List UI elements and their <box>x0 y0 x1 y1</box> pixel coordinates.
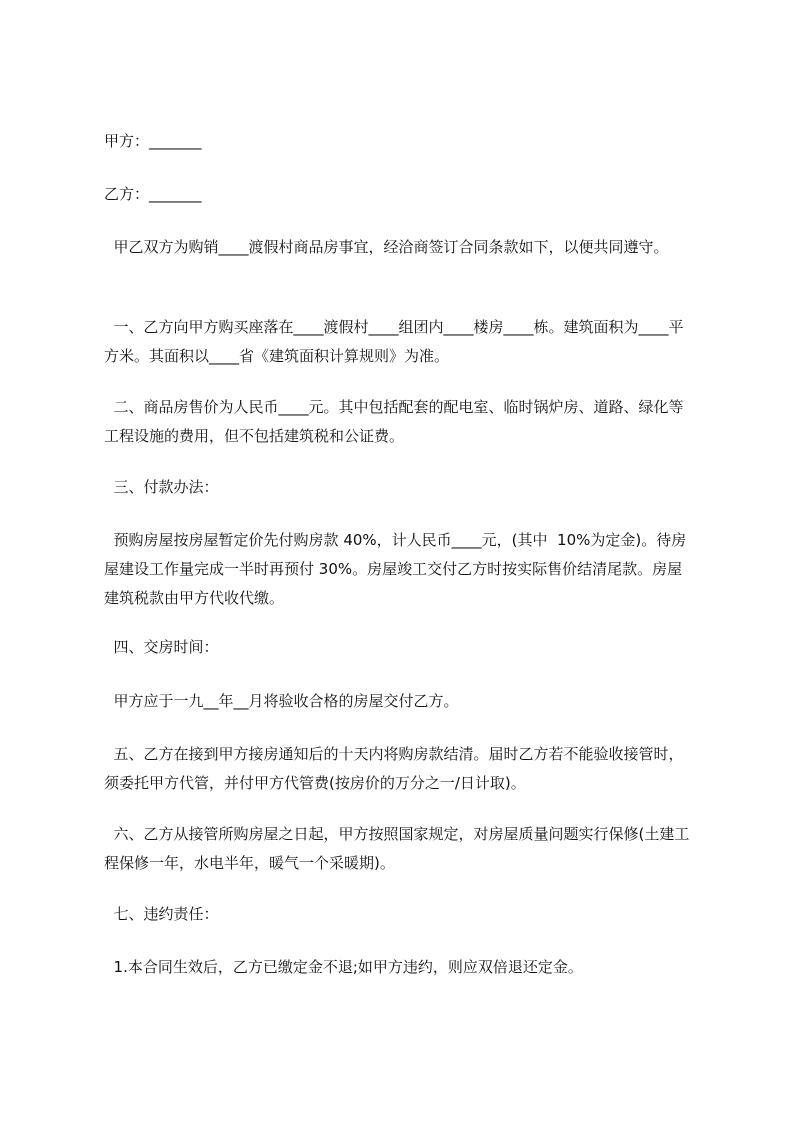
preamble-paragraph: 甲乙双方为购销____渡假村商品房事宜，经洽商签订合同条款如下，以便共同遵守。 <box>104 238 669 256</box>
clause-4-body: 甲方应于一九__年__月将验收合格的房屋交付乙方。 <box>104 692 459 710</box>
clause-2-paragraph: 二、商品房售价为人民币____元。其中包括配套的配电室、临时锅炉房、道路、绿化等工程设施的费用，但不包括建筑税和公证费。 <box>104 398 684 445</box>
party-b-line: 乙方：_______ <box>104 185 202 203</box>
clause-7-item-1: 1.本合同生效后，乙方已缴定金不退;如甲方违约，则应双倍退还定金。 <box>104 958 583 976</box>
clause-7-heading: 七、违约责任： <box>104 905 219 923</box>
clause-4-heading: 四、交房时间： <box>104 638 219 656</box>
clause-3-body: 预购房屋按房屋暂定价先付购房款 40%，计人民币____元，(其中 10%为定金)。待房屋建设工作量完成一半时再预付 30%。房屋竣工交付乙方时按实际售价结清尾款。房屋建筑税款由甲方代收代缴。 <box>104 531 687 607</box>
clause-5-paragraph: 五、乙方在接到甲方接房通知后的十天内将购房款结清。届时乙方若不能验收接管时，须委托甲方代管，并付甲方代管费(按房价的万分之一/日计取)。 <box>104 745 684 792</box>
clause-6-paragraph: 六、乙方从接管所购房屋之日起，甲方按照国家规定，对房屋质量问题实行保修(土建工程保修一年，水电半年，暖气一个采暖期)。 <box>104 825 690 872</box>
clause-3-heading: 三、付款办法： <box>104 478 219 496</box>
party-a-line: 甲方：_______ <box>104 132 202 150</box>
clause-1-paragraph: 一、乙方向甲方购买座落在____渡假村____组团内____楼房____栋。建筑面积为____平方米。其面积以____省《建筑面积计算规则》为准。 <box>104 318 684 365</box>
